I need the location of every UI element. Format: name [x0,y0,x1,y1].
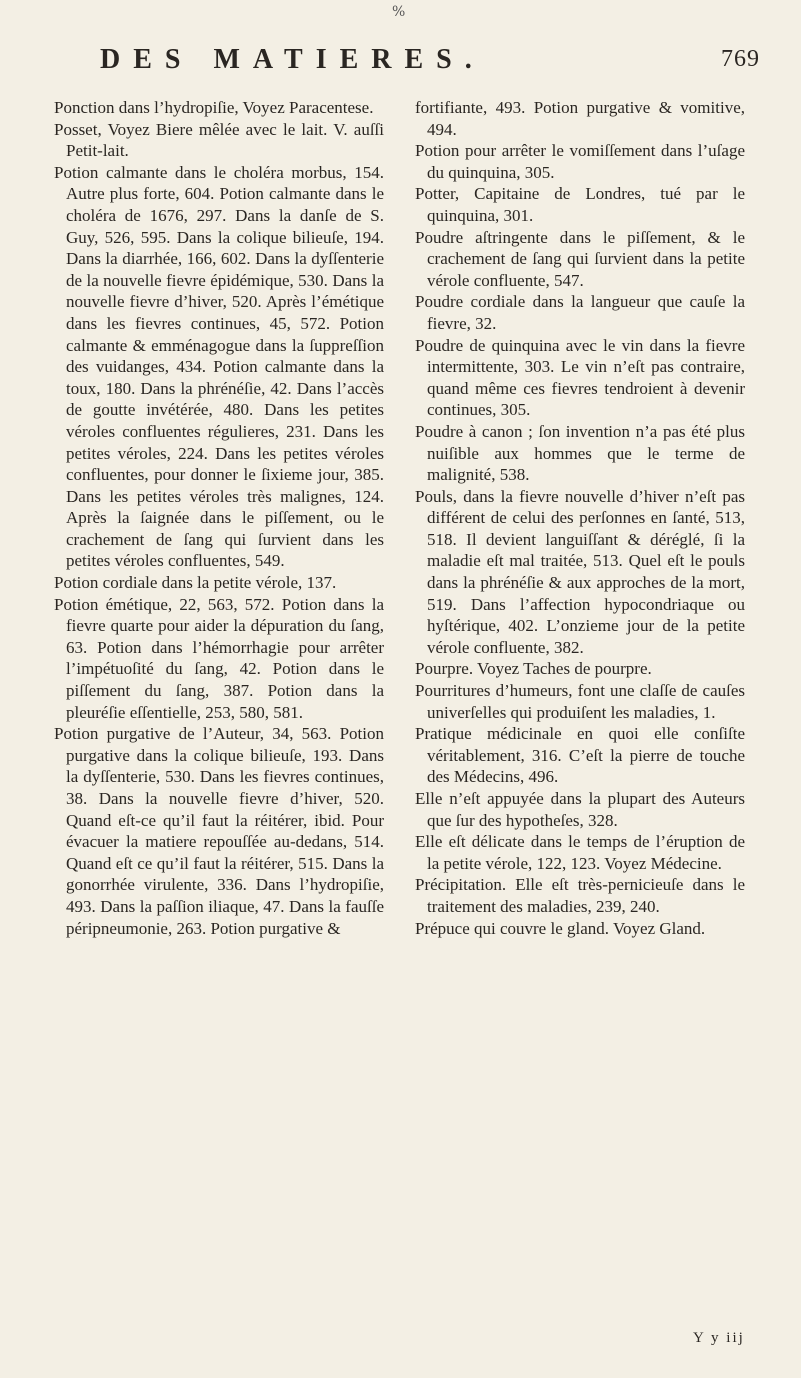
index-entry: Précipitation. Elle eſt très-pernicieuſe dans le traitement des maladies, 239, 240. [415,875,745,916]
index-entry: Ponction dans l’hydropiſie, Voyez Paracentese. [54,98,374,117]
right-column [415,97,745,939]
index-entry: Potion cordiale dans la petite vérole, 137. [54,573,337,593]
index-entry: Prépuce qui couvre le gland. Voyez Gland. [415,918,706,938]
top-margin-mark: % [392,4,406,20]
page-header [70,44,760,78]
index-entry: Pratique médicinale en quoi elle conſiſte véritablement, 316. C’eſt la pierre de touche des Médecins, 496. [415,724,745,787]
signature-mark: Y y iij [693,1330,745,1346]
index-entry: Poudre de quinquina avec le vin dans la fievre intermittente, 303. Le vin n’eſt pas contraire, quand même ces fievres tendroient à devenir continues, 305. [415,335,745,420]
page-number: 769 [721,46,760,72]
index-entry: Potion émétique, 22, 563, 572. Potion dans la fievre quarte pour aider la dépuration du ſang, 63. Potion dans l’hémorrhagie pour arrêter l’impétuoſité du ſang, 42. Potion dans le piſſement du ſang, 387. Potion dans la pleuréſie eſſentielle, 253, 580, 581. [54,594,384,722]
index-entry: Posset, Voyez Biere mêlée avec le lait. V. auſſi Petit-lait. [54,119,384,161]
running-title: DES MATIERES. [100,44,485,75]
index-entry: Potion purgative de l’Auteur, 34, 563. Potion purgative dans la colique bilieuſe, 193. Dans la dyſſenterie, 530. Dans les fievres continues, 38. Dans la nouvelle fievre d’hiver, 520. Quand eſt-ce qu’il faut la réitérer, ibid. Pour évacuer la matiere repouſſée au-dedans, 514. Quand eſt ce qu’il faut la réitérer, 515. Dans la gonorrhée virulente, 336. Dans l’hydropiſie, 493. Dans la paſſion iliaque, 47. Dans la fauſſe péripneumonie, 263. Potion purgative & [54,724,384,938]
index-entry: Pourpre. Voyez Taches de pourpre. [415,659,652,679]
index-entry: Pouls, dans la fievre nouvelle d’hiver n’eſt pas différent de celui des perſonnes en ſanté, 513, 518. Il devient languiſſant & déréglé, ſi la maladie eſt mal traitée, 513. Quel eſt le pouls dans la phrénéſie & aux approches de la mort, 519. Dans l’affection hypocondriaque ou hyſtérique, 402. L’onzieme jour de la petite vérole confluente, 382. [415,486,745,657]
left-column [54,97,384,939]
index-entry: Potter, Capitaine de Londres, tué par le quinquina, 301. [415,184,745,225]
index-entry: Elle eſt délicate dans le temps de l’éruption de la petite vérole, 122, 123. Voyez Médecine. [415,832,745,873]
index-entry: fortifiante, 493. Potion purgative & vomitive, 494. [415,98,745,139]
index-entry: Elle n’eſt appuyée dans la plupart des Auteurs que ſur des hypotheſes, 328. [415,789,745,830]
index-entry: Poudre à canon ; ſon invention n’a pas été plus nuiſible aux hommes que le terme de malignité, 538. [415,421,745,485]
index-entry: Poudre aſtringente dans le piſſement, & le crachement de ſang qui ſurvient dans la petite vérole confluente, 547. [415,227,745,290]
index-entry: Pourritures d’humeurs, font une claſſe de cauſes univerſelles qui produiſent les maladies, 1. [415,681,745,722]
index-entry: Poudre cordiale dans la langueur que cauſe la fievre, 32. [415,292,745,333]
index-entry: Potion calmante dans le choléra morbus, 154. Autre plus forte, 604. Potion calmante dans le choléra de 1676, 297. Dans la danſe de S. Guy, 526, 595. Dans la colique bilieuſe, 194. Dans la diarrhée, 166, 602. Dans la dyſſenterie de la nouvelle fievre épidémique, 530. Dans la nouvelle fievre d’hiver, 520. Après l’émétique dans les fievres continues, 45, 572. Potion calmante & emménagogue dans la ſuppreſſion des vuidanges, 434. Potion calmante dans la toux, 180. Dans la phrénéſie, 42. Dans l’accès de goutte invétérée, 480. Dans les petites véroles confluentes régulieres, 231. Dans les petites véroles, 224. Dans les petites véroles confluentes, pour donner le ſixieme jour, 385. Dans les petites véroles très malignes, 124. Après la ſaignée dans le piſſement, ou le crachement de ſang qui ſurvient dans les petites véroles confluentes, 549. [54,162,384,571]
index-entry: Potion pour arrêter le vomiſſement dans l’uſage du quinquina, 305. [415,141,745,182]
